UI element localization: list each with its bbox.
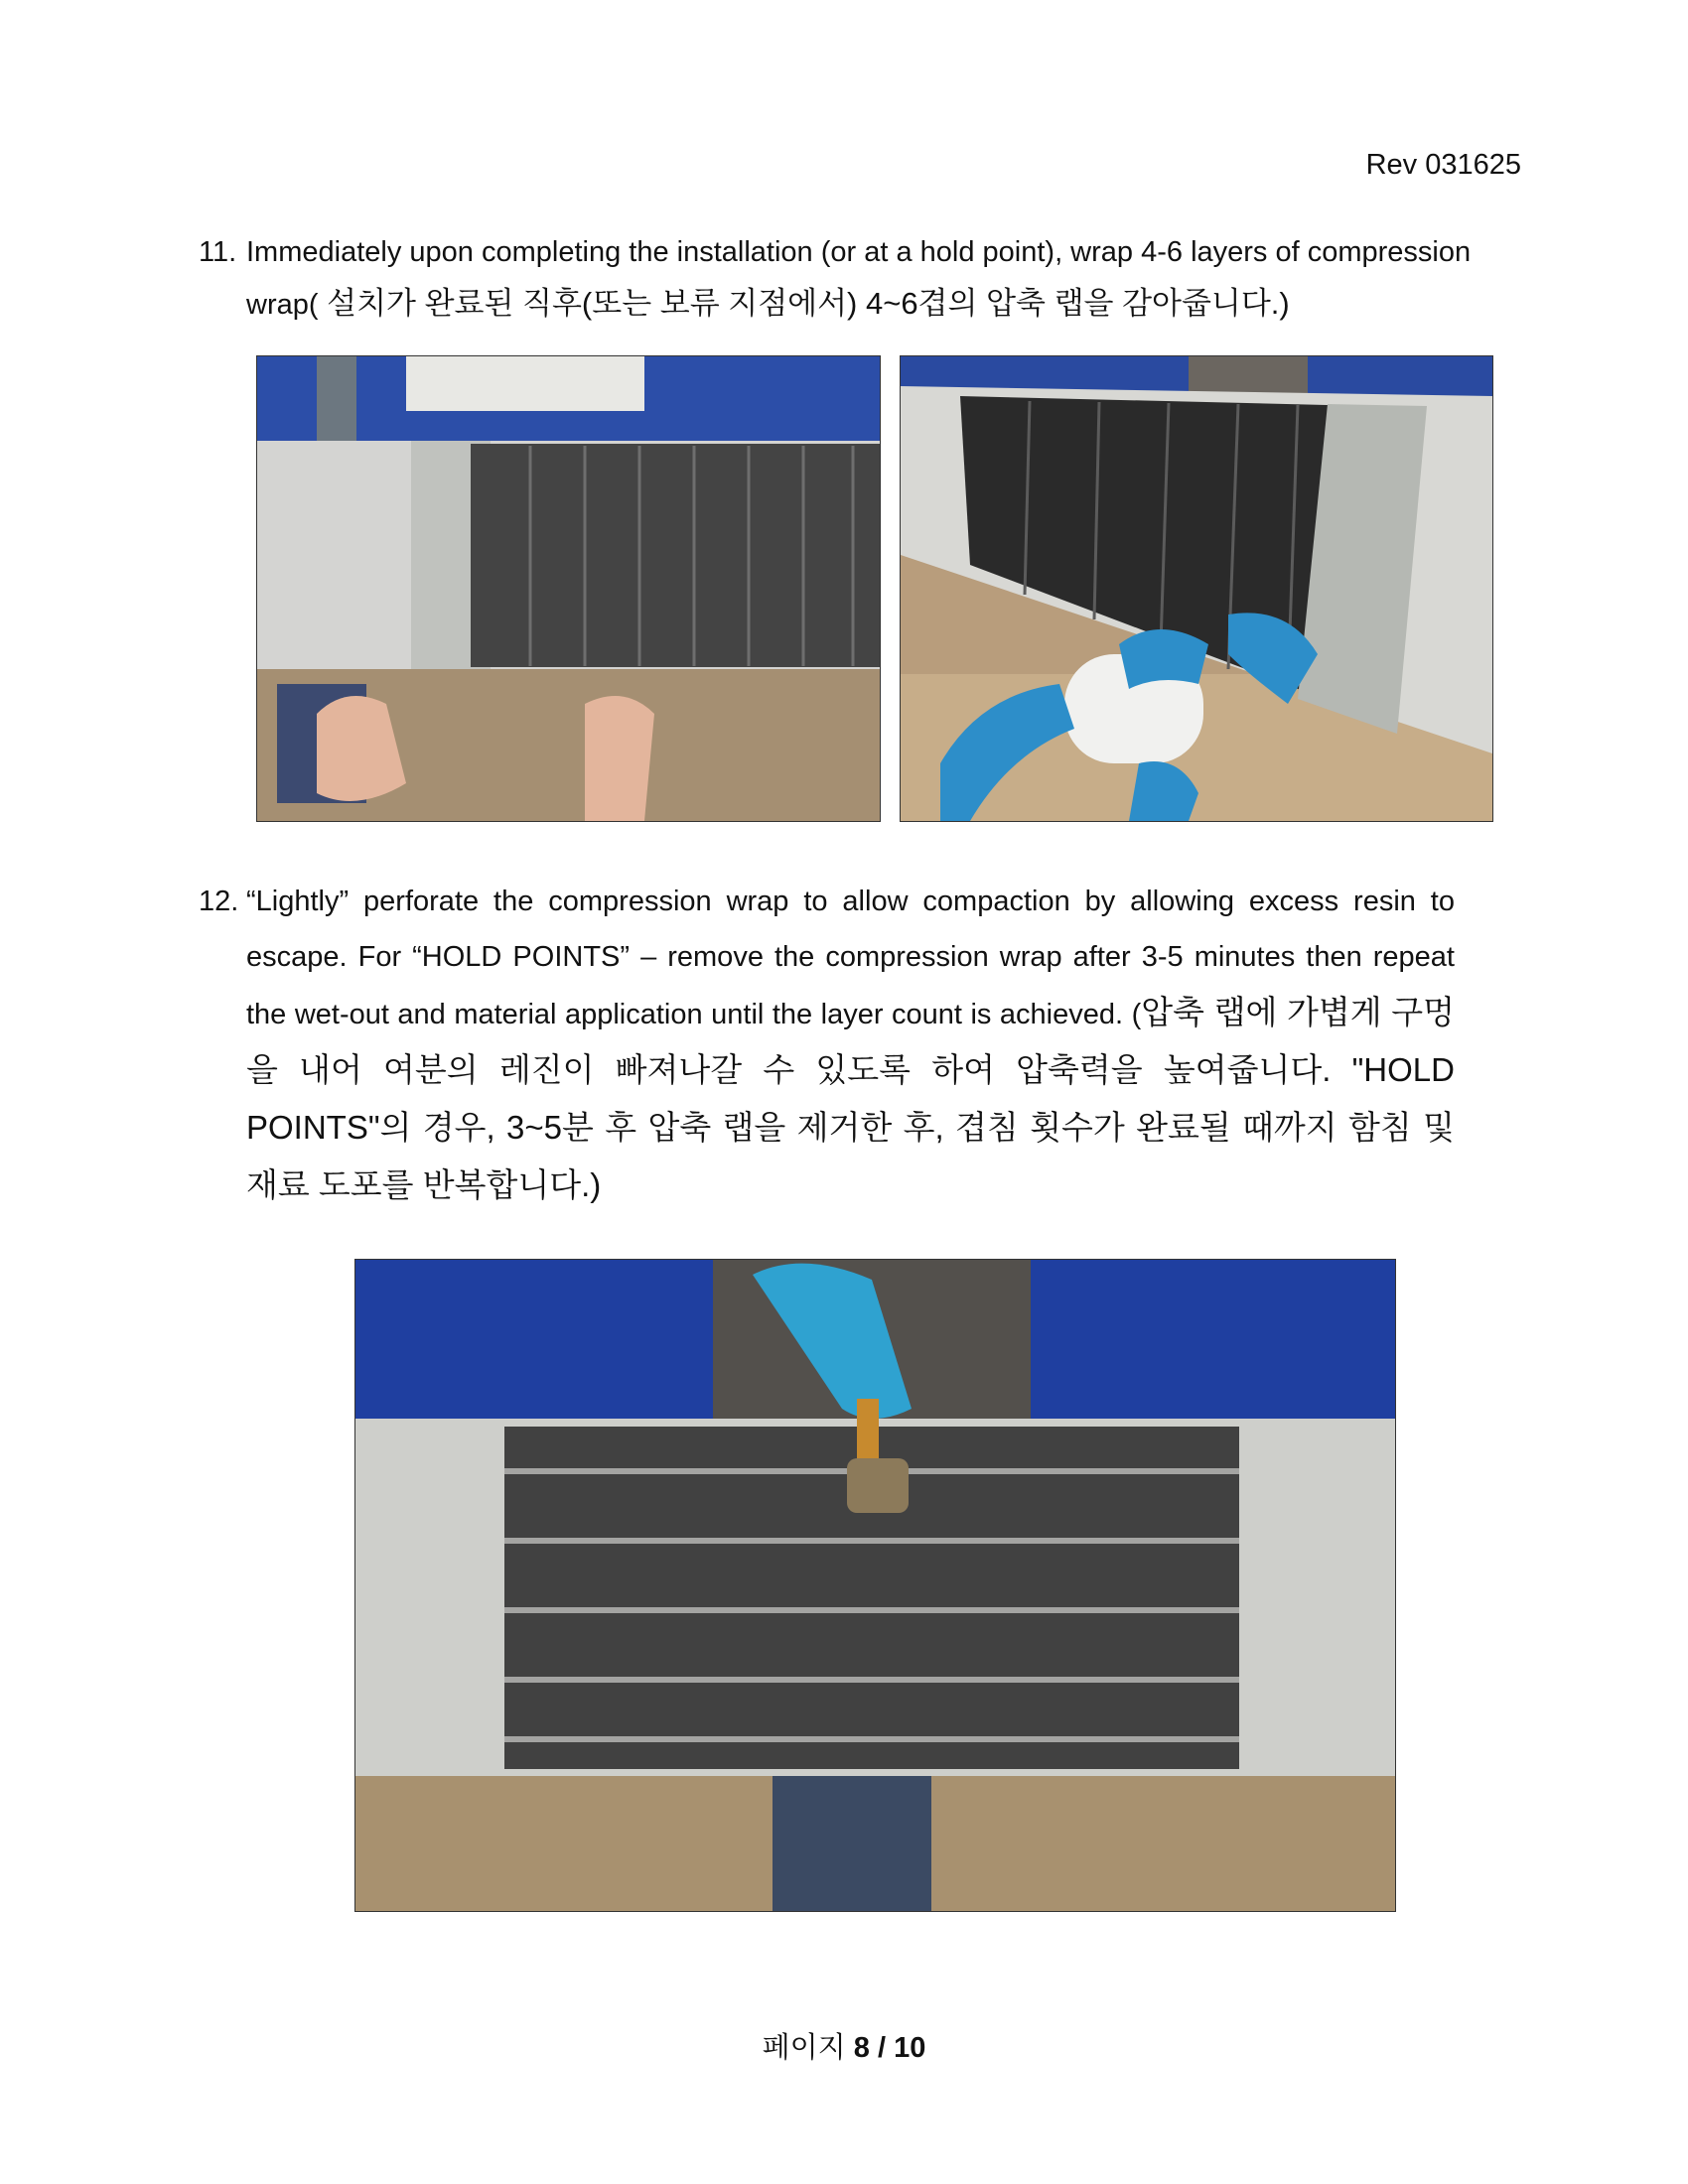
page-label: 페이지 [762,2032,846,2064]
revision-label: Rev 031625 [1365,149,1521,181]
step-text-en: “Lightly” perforate the compression wrap to allow compaction by allowing excess resin to escape. For “HOLD POINTS” – remove the compression wrap after 3-5 minutes then repeat the wet-out and material application until the layer count is achieved. ( [246,886,1455,1030]
step-text-ko: 압축 랩에 가볍게 구멍을 내어 여분의 레진이 빠져나갈 수 있도록 하여 압축력을 높여줍니다. "HOLD POINTS"의 경우, 3~5분 후 압축 랩을 제거한 후, 겹침 횟수가 완료될 때까지 함침 및 재료 도포를 반복합니다.) [246,994,1455,1203]
step-12 [199,874,1455,1215]
page-number: 8 / 10 [853,2032,926,2064]
step-text-en: Immediately upon completing the installation (or at a hold point), wrap 4-6 layers of compression wrap( [246,236,1472,321]
page-footer [0,2025,1688,2066]
photo-perforating-roller [354,1259,1396,1912]
step-text-ko: 설치가 완료된 직후(또는 보류 지점에서) 4~6겹의 압축 랩을 감아줍니다.) [318,286,1290,321]
photo-compression-wrap-applying [256,355,881,822]
step-number: 12. [199,886,239,917]
step-number: 11. [199,236,237,268]
step-11 [199,226,1519,331]
step-text [246,874,1455,1215]
photo-compression-wrap-roll [900,355,1493,822]
step-text [246,226,1519,331]
